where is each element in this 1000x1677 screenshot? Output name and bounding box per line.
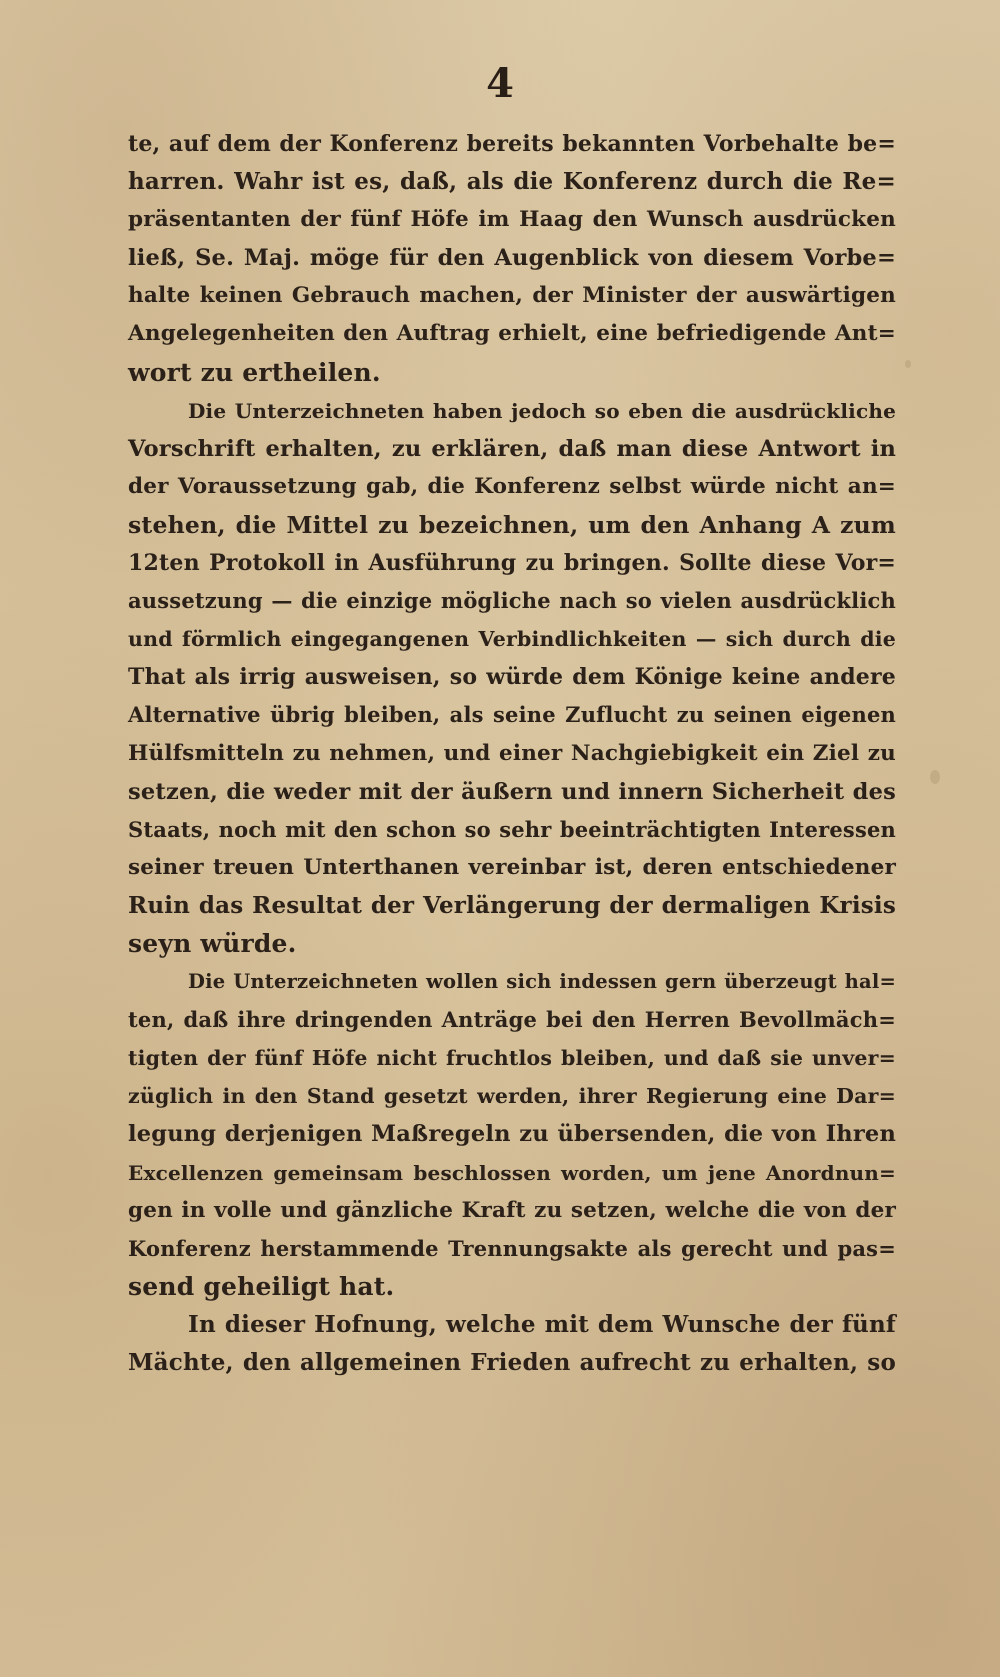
- text-line: Mächte, den allgemeinen Frieden aufrecht zu erhalten, so: [128, 1349, 896, 1376]
- paragraph-4: [128, 1306, 896, 1382]
- paper-stain: [930, 770, 940, 784]
- text-line: aussetzung — die einzige mögliche nach so vielen ausdrücklich: [128, 588, 896, 614]
- text-line: Vorschrift erhalten, zu erklären, daß man diese Antwort in: [128, 435, 896, 462]
- body-text: [128, 125, 896, 1382]
- text-line: Konferenz herstammende Trennungsakte als gerecht und pas=: [128, 1235, 896, 1261]
- text-line: In dieser Hofnung, welche mit dem Wunsche der fünf: [188, 1310, 896, 1338]
- page-number: 4: [486, 60, 514, 107]
- text-line: und förmlich eingegangenen Verbindlichkeiten — sich durch die: [128, 627, 896, 652]
- text-line: der Voraussetzung gab, die Konferenz selbst würde nicht an=: [128, 473, 896, 499]
- text-line: seyn würde.: [128, 928, 297, 958]
- text-line: harren. Wahr ist es, daß, als die Konferenz durch die Re=: [128, 168, 896, 196]
- text-line: tigten der fünf Höfe nicht fruchtlos bleiben, und daß sie unver=: [128, 1046, 896, 1071]
- text-line: Excellenzen gemeinsam beschlossen worden, um jene Anordnun=: [128, 1160, 896, 1185]
- text-line: züglich in den Stand gesetzt werden, ihrer Regierung eine Dar=: [128, 1084, 896, 1109]
- paper-stain: [905, 360, 911, 368]
- text-line: präsentanten der fünf Höfe im Haag den Wunsch ausdrücken: [128, 207, 896, 233]
- paragraph-3: [128, 963, 896, 1306]
- text-line: Staats, noch mit den schon so sehr beeinträchtigten Interessen: [128, 816, 896, 842]
- text-line: Die Unterzeichneten wollen sich indessen gern überzeugt hal=: [188, 970, 896, 994]
- text-line: setzen, die weder mit der äußern und innern Sicherheit des: [128, 778, 896, 805]
- text-line: gen in volle und gänzliche Kraft zu setzen, welche die von der: [128, 1197, 896, 1223]
- text-line: 12ten Protokoll in Ausführung zu bringen. Sollte diese Vor=: [128, 550, 896, 577]
- paragraph-2: [128, 392, 896, 963]
- text-line: te, auf dem der Konferenz bereits bekannten Vorbehalte be=: [128, 131, 896, 157]
- text-line: Ruin das Resultat der Verlängerung der dermaligen Krisis: [128, 891, 896, 919]
- text-line: ließ, Se. Maj. möge für den Augenblick von diesem Vorbe=: [128, 245, 896, 272]
- text-line: legung derjenigen Maßregeln zu übersenden, die von Ihren: [128, 1121, 896, 1148]
- text-line: That als irrig ausweisen, so würde dem Könige keine andere: [128, 664, 896, 691]
- text-line: seiner treuen Unterthanen vereinbar ist, deren entschiedener: [128, 854, 896, 880]
- paragraph-1: [128, 125, 896, 392]
- text-line: wort zu ertheilen.: [128, 357, 381, 387]
- text-line: Angelegenheiten den Auftrag erhielt, eine befriedigende Ant=: [128, 321, 896, 347]
- text-line: Hülfsmitteln zu nehmen, und einer Nachgiebigkeit ein Ziel zu: [128, 740, 896, 766]
- text-line: Die Unterzeichneten haben jedoch so eben die ausdrückliche: [188, 398, 896, 423]
- text-line: Alternative übrig bleiben, als seine Zuflucht zu seinen eigenen: [128, 702, 896, 728]
- text-line: ten, daß ihre dringenden Anträge bei den Herren Bevollmäch=: [128, 1007, 896, 1033]
- text-line: send geheiligt hat.: [128, 1271, 395, 1301]
- text-line: stehen, die Mittel zu bezeichnen, um den Anhang A zum: [128, 510, 896, 539]
- text-line: halte keinen Gebrauch machen, der Minister der auswärtigen: [128, 283, 896, 309]
